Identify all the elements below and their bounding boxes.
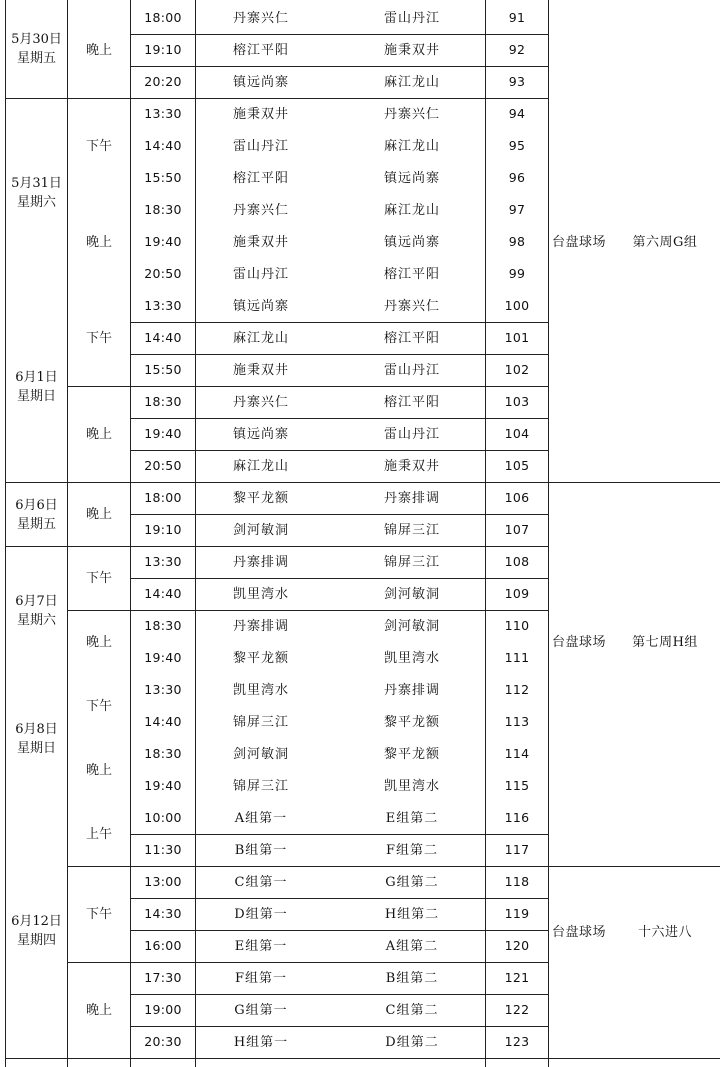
home-team: 施秉双井 (232, 234, 289, 250)
match-time: 14:40 (144, 585, 182, 601)
match-time: 16:00 (144, 937, 182, 953)
home-team: 麻江龙山 (232, 458, 289, 474)
weekday-label: 星期四 (16, 933, 56, 948)
match-time: 19:40 (144, 425, 182, 441)
venue-label: 台盘球场 (551, 924, 606, 940)
grid-line (5, 546, 67, 547)
home-team: 剑河敏洞 (232, 746, 289, 762)
home-team: 榕江平阳 (232, 170, 289, 186)
match-number: 103 (504, 393, 530, 409)
match-time: 14:40 (144, 329, 182, 345)
match-number: 121 (504, 969, 530, 985)
period-label: 下午 (85, 698, 112, 714)
date-label: 5月30日 (11, 32, 62, 47)
away-team: G组第二 (385, 874, 439, 890)
home-team: 施秉双井 (232, 362, 289, 378)
match-time: 18:30 (144, 393, 182, 409)
home-team: 丹寨兴仁 (232, 394, 289, 410)
home-team: F组第一 (234, 970, 288, 986)
match-time: 11:30 (144, 841, 182, 857)
group-note: 第六周G组 (632, 234, 698, 250)
home-team: C组第一 (234, 874, 288, 890)
home-team: A组第一 (234, 810, 288, 826)
grid-line (67, 386, 130, 387)
grid-line (67, 610, 130, 611)
period-label: 晚上 (85, 42, 112, 58)
home-team: 丹寨兴仁 (232, 10, 289, 26)
match-number: 92 (508, 41, 526, 57)
match-number: 97 (508, 201, 526, 217)
away-team: 雷山丹江 (383, 10, 440, 26)
match-number: 112 (504, 681, 530, 697)
home-team: 施秉双井 (232, 106, 289, 122)
away-team: 榕江平阳 (383, 394, 440, 410)
match-time: 19:40 (144, 649, 182, 665)
away-team: E组第二 (385, 810, 439, 826)
away-team: 镇远尚寨 (383, 170, 440, 186)
match-number: 96 (508, 169, 526, 185)
match-time: 18:00 (144, 9, 182, 25)
match-number: 104 (504, 425, 530, 441)
date-cell (6, 356, 67, 418)
match-time: 13:30 (144, 553, 182, 569)
away-team: 黎平龙额 (383, 746, 440, 762)
match-time: 15:50 (144, 361, 182, 377)
match-time: 14:40 (144, 137, 182, 153)
venue-label: 台盘球场 (551, 634, 606, 650)
match-time: 18:30 (144, 745, 182, 761)
weekday-label: 星期日 (16, 389, 56, 404)
group-note: 十六进八 (637, 924, 692, 940)
period-label: 晚上 (85, 426, 112, 442)
date-label: 5月31日 (11, 176, 62, 191)
home-team: 丹寨排调 (232, 554, 289, 570)
away-team: 麻江龙山 (383, 202, 440, 218)
match-time: 18:30 (144, 617, 182, 633)
home-team: 剑河敏洞 (232, 522, 289, 538)
period-label: 下午 (85, 570, 112, 586)
period-label: 下午 (85, 330, 112, 346)
home-team: 镇远尚寨 (232, 426, 289, 442)
match-number: 120 (504, 937, 530, 953)
home-team: H组第一 (233, 1034, 289, 1050)
venue-label: 台盘球场 (551, 234, 606, 250)
match-number: 95 (508, 137, 526, 153)
home-team: 丹寨排调 (232, 618, 289, 634)
away-team: 雷山丹江 (383, 362, 440, 378)
match-time: 14:40 (144, 713, 182, 729)
date-cell (6, 580, 67, 642)
match-time: 13:30 (144, 681, 182, 697)
date-cell (6, 483, 67, 546)
match-time: 20:20 (144, 73, 182, 89)
away-team: 榕江平阳 (383, 266, 440, 282)
match-time: 14:30 (144, 905, 182, 921)
away-team: D组第二 (385, 1034, 439, 1050)
match-time: 13:00 (144, 873, 182, 889)
date-cell (6, 162, 67, 224)
match-number: 109 (504, 585, 530, 601)
grid-line (548, 866, 720, 867)
period-label: 下午 (85, 138, 112, 154)
match-number: 106 (504, 489, 530, 505)
date-label: 6月12日 (11, 914, 62, 929)
home-team: 丹寨兴仁 (232, 202, 289, 218)
away-team: 丹寨兴仁 (383, 106, 440, 122)
home-team: 锦屏三江 (232, 714, 289, 730)
match-time: 19:40 (144, 233, 182, 249)
home-team: 榕江平阳 (232, 42, 289, 58)
grid-line (548, 1058, 720, 1059)
match-time: 20:30 (144, 1033, 182, 1049)
match-time: 10:00 (144, 809, 182, 825)
weekday-label: 星期六 (16, 613, 56, 628)
match-number: 91 (508, 9, 526, 25)
match-number: 102 (504, 361, 530, 377)
period-label: 晚上 (85, 1002, 112, 1018)
home-team: 雷山丹江 (232, 138, 289, 154)
away-team: H组第二 (384, 906, 440, 922)
match-time: 19:10 (144, 521, 182, 537)
match-number: 119 (504, 905, 530, 921)
home-team: 凯里湾水 (232, 682, 289, 698)
grid-line (548, 482, 720, 483)
away-team: 榕江平阳 (383, 330, 440, 346)
match-time: 18:00 (144, 489, 182, 505)
match-time: 18:30 (144, 201, 182, 217)
match-number: 107 (504, 521, 530, 537)
home-team: 锦屏三江 (232, 778, 289, 794)
away-team: 凯里湾水 (383, 650, 440, 666)
home-team: 镇远尚寨 (232, 298, 289, 314)
grid-line (67, 546, 130, 547)
match-number: 93 (508, 73, 526, 89)
weekday-label: 星期五 (16, 516, 56, 532)
away-team: 凯里湾水 (383, 778, 440, 794)
home-team: 凯里湾水 (232, 586, 289, 602)
home-team: 雷山丹江 (232, 266, 289, 282)
away-team: 丹寨排调 (383, 490, 440, 506)
grid-line (5, 98, 67, 99)
date-label: 6月7日 (15, 594, 58, 609)
match-number: 117 (504, 841, 530, 857)
date-label: 6月6日 (15, 497, 58, 513)
match-number: 108 (504, 553, 530, 569)
match-number: 113 (504, 713, 530, 729)
date-cell (6, 18, 67, 80)
home-team: 镇远尚寨 (232, 74, 289, 90)
away-team: 施秉双井 (383, 42, 440, 58)
match-number: 116 (504, 809, 530, 825)
match-number: 99 (508, 265, 526, 281)
home-team: D组第一 (234, 906, 288, 922)
away-team: 锦屏三江 (383, 522, 440, 538)
match-time: 19:00 (144, 1001, 182, 1017)
home-team: E组第一 (234, 938, 288, 954)
match-number: 114 (504, 745, 530, 761)
match-number: 111 (504, 649, 530, 665)
weekday-label: 星期六 (16, 195, 56, 210)
period-label: 晚上 (85, 634, 112, 650)
match-number: 115 (504, 777, 530, 793)
grid-line (5, 1058, 67, 1059)
away-team: 雷山丹江 (383, 426, 440, 442)
away-team: 镇远尚寨 (383, 234, 440, 250)
away-team: 丹寨排调 (383, 682, 440, 698)
group-note: 第七周H组 (632, 634, 698, 650)
away-team: A组第二 (385, 938, 439, 954)
home-team: G组第一 (234, 1002, 288, 1018)
match-number: 118 (504, 873, 530, 889)
away-team: 麻江龙山 (383, 138, 440, 154)
date-label: 6月1日 (15, 370, 58, 385)
match-number: 110 (504, 617, 530, 633)
match-time: 20:50 (144, 265, 182, 281)
weekday-label: 星期五 (16, 51, 56, 66)
match-number: 105 (504, 457, 530, 473)
away-team: 剑河敏洞 (383, 618, 440, 634)
match-number: 122 (504, 1001, 530, 1017)
date-cell (6, 708, 67, 770)
match-number: 123 (504, 1033, 530, 1049)
away-team: F组第二 (385, 842, 439, 858)
grid-line (67, 866, 130, 867)
grid-line (67, 98, 130, 99)
match-time: 15:50 (144, 169, 182, 185)
match-time: 19:10 (144, 41, 182, 57)
home-team: B组第一 (234, 842, 288, 858)
grid-line (130, 1058, 549, 1059)
away-team: 剑河敏洞 (383, 586, 440, 602)
away-team: 丹寨兴仁 (383, 298, 440, 314)
away-team: 黎平龙额 (383, 714, 440, 730)
period-label: 晚上 (85, 506, 112, 522)
match-number: 100 (504, 297, 530, 313)
weekday-label: 星期日 (16, 741, 56, 756)
away-team: C组第二 (385, 1002, 439, 1018)
home-team: 麻江龙山 (232, 330, 289, 346)
grid-line (67, 1058, 130, 1059)
match-number: 98 (508, 233, 526, 249)
match-time: 17:30 (144, 969, 182, 985)
grid-line (67, 482, 130, 483)
match-time: 19:40 (144, 777, 182, 793)
grid-line (548, 0, 549, 1067)
home-team: 黎平龙额 (232, 650, 289, 666)
date-cell (6, 900, 67, 962)
away-team: 锦屏三江 (383, 554, 440, 570)
match-number: 94 (508, 105, 526, 121)
away-team: 麻江龙山 (383, 74, 440, 90)
away-team: 施秉双井 (383, 458, 440, 474)
period-label: 晚上 (85, 762, 112, 778)
period-label: 晚上 (85, 234, 112, 250)
period-label: 上午 (85, 826, 112, 842)
match-time: 13:30 (144, 105, 182, 121)
away-team: B组第二 (385, 970, 439, 986)
date-label: 6月8日 (15, 722, 58, 737)
match-number: 101 (504, 329, 530, 345)
home-team: 黎平龙额 (232, 490, 289, 506)
match-time: 13:30 (144, 297, 182, 313)
grid-line (67, 962, 130, 963)
period-label: 下午 (85, 906, 112, 922)
match-time: 20:50 (144, 457, 182, 473)
